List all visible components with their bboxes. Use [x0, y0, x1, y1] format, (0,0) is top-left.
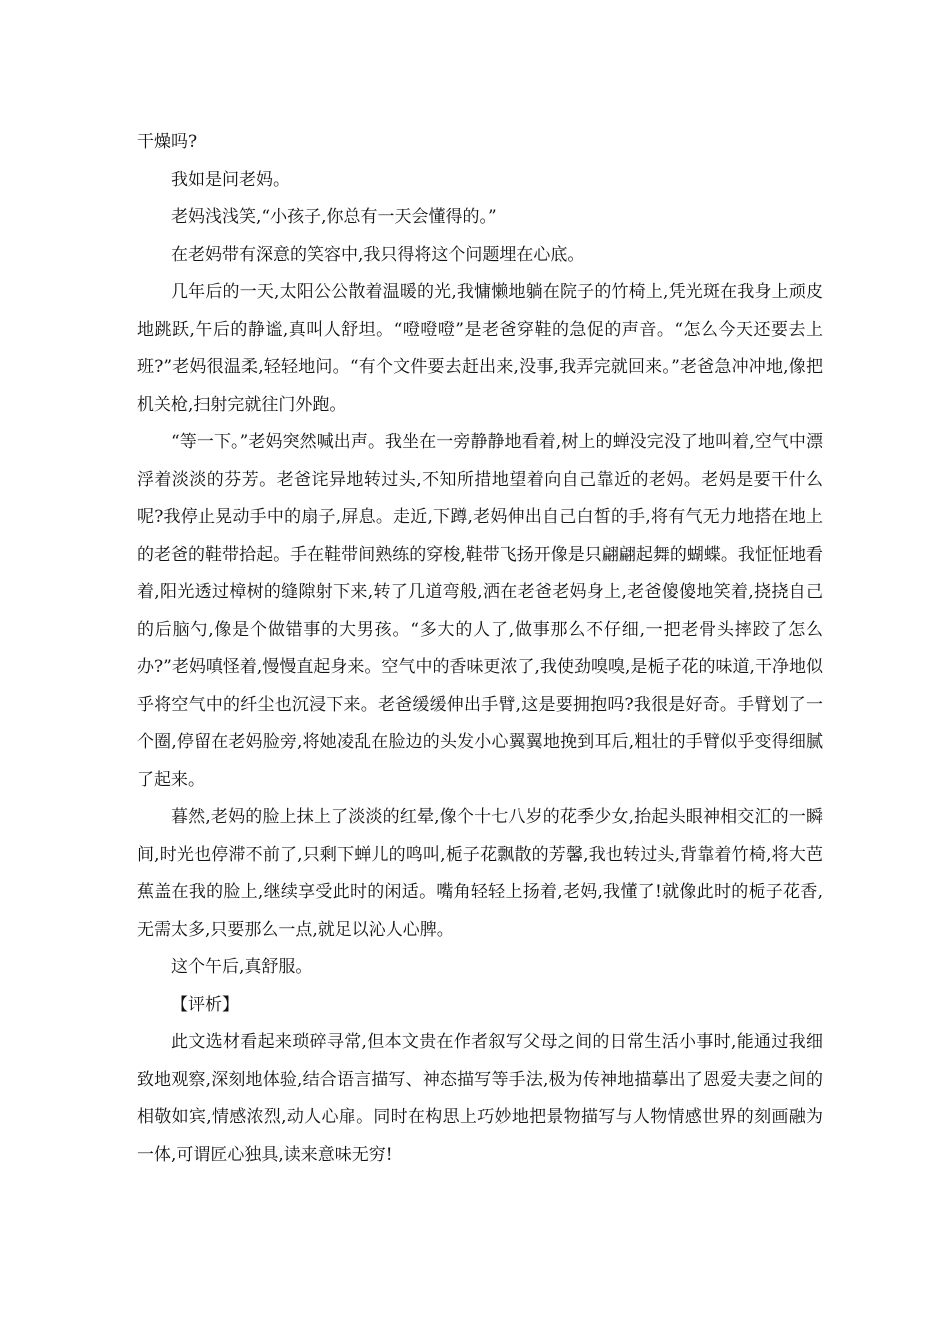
paragraph-3: 老妈浅浅笑,“小孩子,你总有一天会懂得的。” — [171, 207, 497, 227]
paragraph-8: 这个午后,真舒服。 — [171, 957, 313, 977]
paragraph-2: 我如是问老妈。 — [171, 169, 290, 190]
paragraph-5: 几年后的一天,太阳公公散着温暖的光,我慵懒地躺在院子的竹椅上,凭光斑在我身上顽皮地跳跃,午后的静谧,真叫人舒坦。“噔噔噔”是老爸穿鞋的急促的声音。“怎么今天还要去上班?”老妈很温柔,轻轻地问。“有个文件要去赶出来,没事,我弄完就回来。”老爸急冲冲地,像把机关枪,扫射完就往门外跑。 — [137, 282, 823, 415]
paragraph-6: “等一下。”老妈突然喊出声。我坐在一旁静静地看着,树上的蝉没完没了地叫着,空气中漂浮着淡淡的芬芳。老爸诧异地转过头,不知所措地望着向自己靠近的老妈。老妈是要干什么呢?我停止晃动手中的扇子,屏息。走近,下蹲,老妈伸出自己白皙的手,将有气无力地搭在地上的老爸的鞋带拾起。手在鞋带间熟练的穿梭,鞋带飞扬开像是只翩翩起舞的蝴蝶。我怔怔地看着,阳光透过樟树的缝隙射下来,转了几道弯般,洒在老爸老妈身上,老爸傻傻地笑着,挠挠自己的后脑勺,像是个做错事的大男孩。“多大的人了,做事那么不仔细,一把老骨头摔跤了怎么办?”老妈嗔怪着,慢慢直起身来。空气中的香味更浓了,我使劲嗅嗅,是栀子花的味道,干净地似乎将空气中的纤尘也沉浸下来。老爸缓缓伸出手臂,这是要拥抱吗?我很是好奇。手臂划了一个圈,停留在老妈脸旁,将她凌乱在脸边的头发小心翼翼地挽到耳后,粗壮的手臂似乎变得细腻了起来。 — [137, 432, 823, 790]
paragraph-4: 在老妈带有深意的笑容中,我只得将这个问题埋在心底。 — [171, 244, 585, 265]
paragraph-7: 暮然,老妈的脸上抹上了淡淡的红晕,像个十七八岁的花季少女,抬起头眼神相交汇的一瞬间,时光也停滞不前了,只剩下蝉儿的鸣叫,栀子花飘散的芳馨,我也转过头,背靠着竹椅,将大芭蕉盖在我的脸上,继续享受此时的闲适。嘴角轻轻上扬着,老妈,我懂了!就像此时的栀子花香,无需太多,只要那么一点,就足以沁人心脾。 — [137, 807, 823, 940]
commentary-text: 此文选材看起来琐碎寻常,但本文贵在作者叙写父母之间的日常生活小事时,能通过我细致地观察,深刻地体验,结合语言描写、神态描写等手法,极为传神地描摹出了恩爱夫妻之间的相敬如宾,情感浓烈,动人心扉。同时在构思上巧妙地把景物描写与人物情感世界的刻画融为一体,可谓匠心独具,读来意味无穷! — [137, 1032, 823, 1165]
commentary-heading: 【评析】 — [171, 994, 239, 1015]
paragraph-1: 干燥吗? — [137, 132, 198, 152]
document-page — [137, 124, 823, 1174]
